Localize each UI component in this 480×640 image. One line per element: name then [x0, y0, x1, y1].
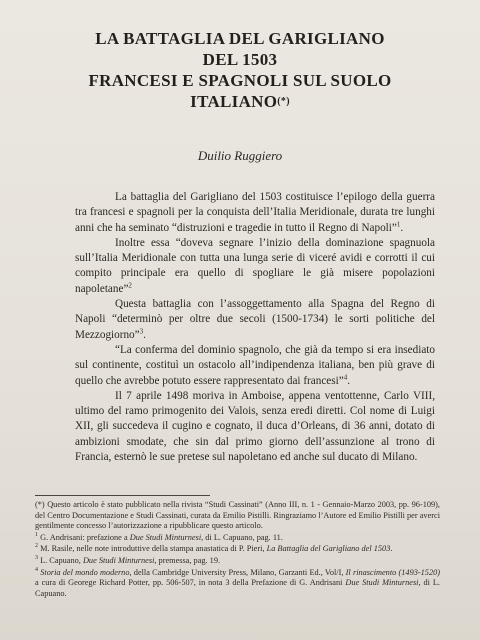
paragraph-tail: .	[400, 221, 404, 234]
title-line-2: DEL 1503	[202, 50, 278, 69]
paragraph-text: Questa battaglia con l’assoggettamento alla Spagna del Regno di Napoli “determinò per oltre due secoli (1500-1734) le sorti politiche del Mezzogiorno”	[75, 298, 435, 341]
footnote-book-title: Storia del mondo moderno	[40, 567, 130, 577]
footnote-divider	[35, 495, 210, 496]
footnote-number: 2	[35, 543, 38, 550]
paragraph	[75, 190, 435, 236]
footnote-text: a cura di Georege Richard Potter, pp. 506-507, in nota 3 della Prefazione di G. Andrisani	[35, 578, 346, 588]
footnote-book-title: Due Studi Minturnesi	[129, 532, 202, 542]
title-line-4-text: ITALIANO	[190, 92, 278, 111]
footnote-book-title: Il rinascimento (1493-1520)	[345, 567, 441, 577]
footnote-1	[35, 533, 440, 544]
paragraph	[75, 297, 435, 343]
title-line-1: LA BATTAGLIA DEL GARIGLIANO	[95, 29, 385, 48]
paragraph-tail: .	[143, 328, 146, 341]
footnote-text: , di L. Capuano.	[35, 578, 440, 598]
title-line-4	[40, 91, 440, 112]
paragraph-text: La battaglia del Garigliano del 1503 costituisce l’epilogo della guerra tra francesi e spagnoli per la conquista dell’Italia Meridionale, durata tre lunghi anni che ha seminato “distruzioni e tragedie in tutto il Regno di Napoli”	[75, 191, 435, 234]
footnote-text: .	[390, 544, 393, 554]
footnote-book-title: Due Studi Minturnesi	[82, 555, 155, 565]
footnotes	[35, 500, 440, 600]
footnote-text: L. Capuano,	[40, 555, 83, 565]
paragraph	[75, 236, 435, 297]
paragraph	[75, 389, 435, 465]
paragraph-text: Il 7 aprile 1498 moriva in Amboise, appena ventottenne, Carlo VIII, ultimo del ramo primogenito dei Valois, senza eredi diretti. Col nome di Luigi XII, gli succedeva il cugino e cognato, il duca d’Orleans, di 36 anni, dotato di ambizioni smodate, che sin dal primo giorno dell’assunzione al trono di Francia, esternò le sue pretese sul napoletano ed anche sul ducato di Milano.	[75, 389, 435, 464]
title-footnote-marker: (*)	[277, 96, 290, 107]
footnote-text: , della Cambridge University Press, Milano, Garzanti Ed., Vol/I,	[129, 567, 346, 577]
title-line-3: FRANCESI E SPAGNOLI SUL SUOLO	[88, 71, 392, 90]
paragraph-text: “La conferma del dominio spagnolo, che già da tempo si era insediato sul continente, costituì un ostacolo all’indipendenza italiana, ben più grave di quello che avrebbe potuto essere rappresentato dai francesi”	[75, 343, 435, 387]
article-body	[75, 190, 435, 465]
paragraph-text: Inoltre essa “doveva segnare l’inizio della dominazione spagnuola sull’Italia Meridionale con tutta una lunga serie di viceré avidi e corrotti il cui compito principale era quello di spogliare le già misere popolazioni napoletane”	[75, 236, 435, 295]
footnote-number: 1	[35, 532, 38, 539]
paragraph-tail: .	[347, 374, 350, 387]
author-name: Duilio Ruggiero	[197, 148, 283, 163]
footnote-number: 3	[35, 555, 38, 562]
footnote-ref: 2	[128, 281, 132, 290]
footnote-book-title: La Battaglia del Garigliano del 1503	[266, 544, 391, 554]
footnote-book-title: Due Studi Minturnesi	[345, 578, 419, 588]
footnote-number: 4	[35, 566, 38, 573]
footnote-text: , di L. Capuano, pag. 11.	[201, 532, 283, 542]
footnote-4	[35, 568, 440, 600]
footnote-ref: 1	[396, 219, 401, 228]
footnote-2	[35, 544, 440, 555]
footnote-text: , premessa, pag. 19.	[154, 555, 221, 565]
paragraph	[75, 343, 435, 389]
footnote-ref: 4	[343, 372, 348, 381]
footnote-3	[35, 556, 440, 567]
footnote-ref: 3	[139, 326, 144, 335]
footnote-text: G. Andrisani: prefazione a	[40, 532, 130, 542]
footnote-text: M. Rasile, nelle note introduttive della stampa anastatica di P. Pieri,	[40, 544, 267, 554]
footnote-star: (*) Questo articolo è stato pubblicato nella rivista “Studi Cassinati” (Anno III, n. 1 - Gennaio-Marzo 2003, pp. 96-109), del Centro Documentazione e Studi Cassinati, curata da Emilio Pistilli. Ringraziamo l’Autore ed Emilio Pistilli per averci gentilmente concesso l’autorizzazione a ripubblicare questo articolo.	[35, 500, 440, 531]
article-title	[40, 28, 440, 112]
